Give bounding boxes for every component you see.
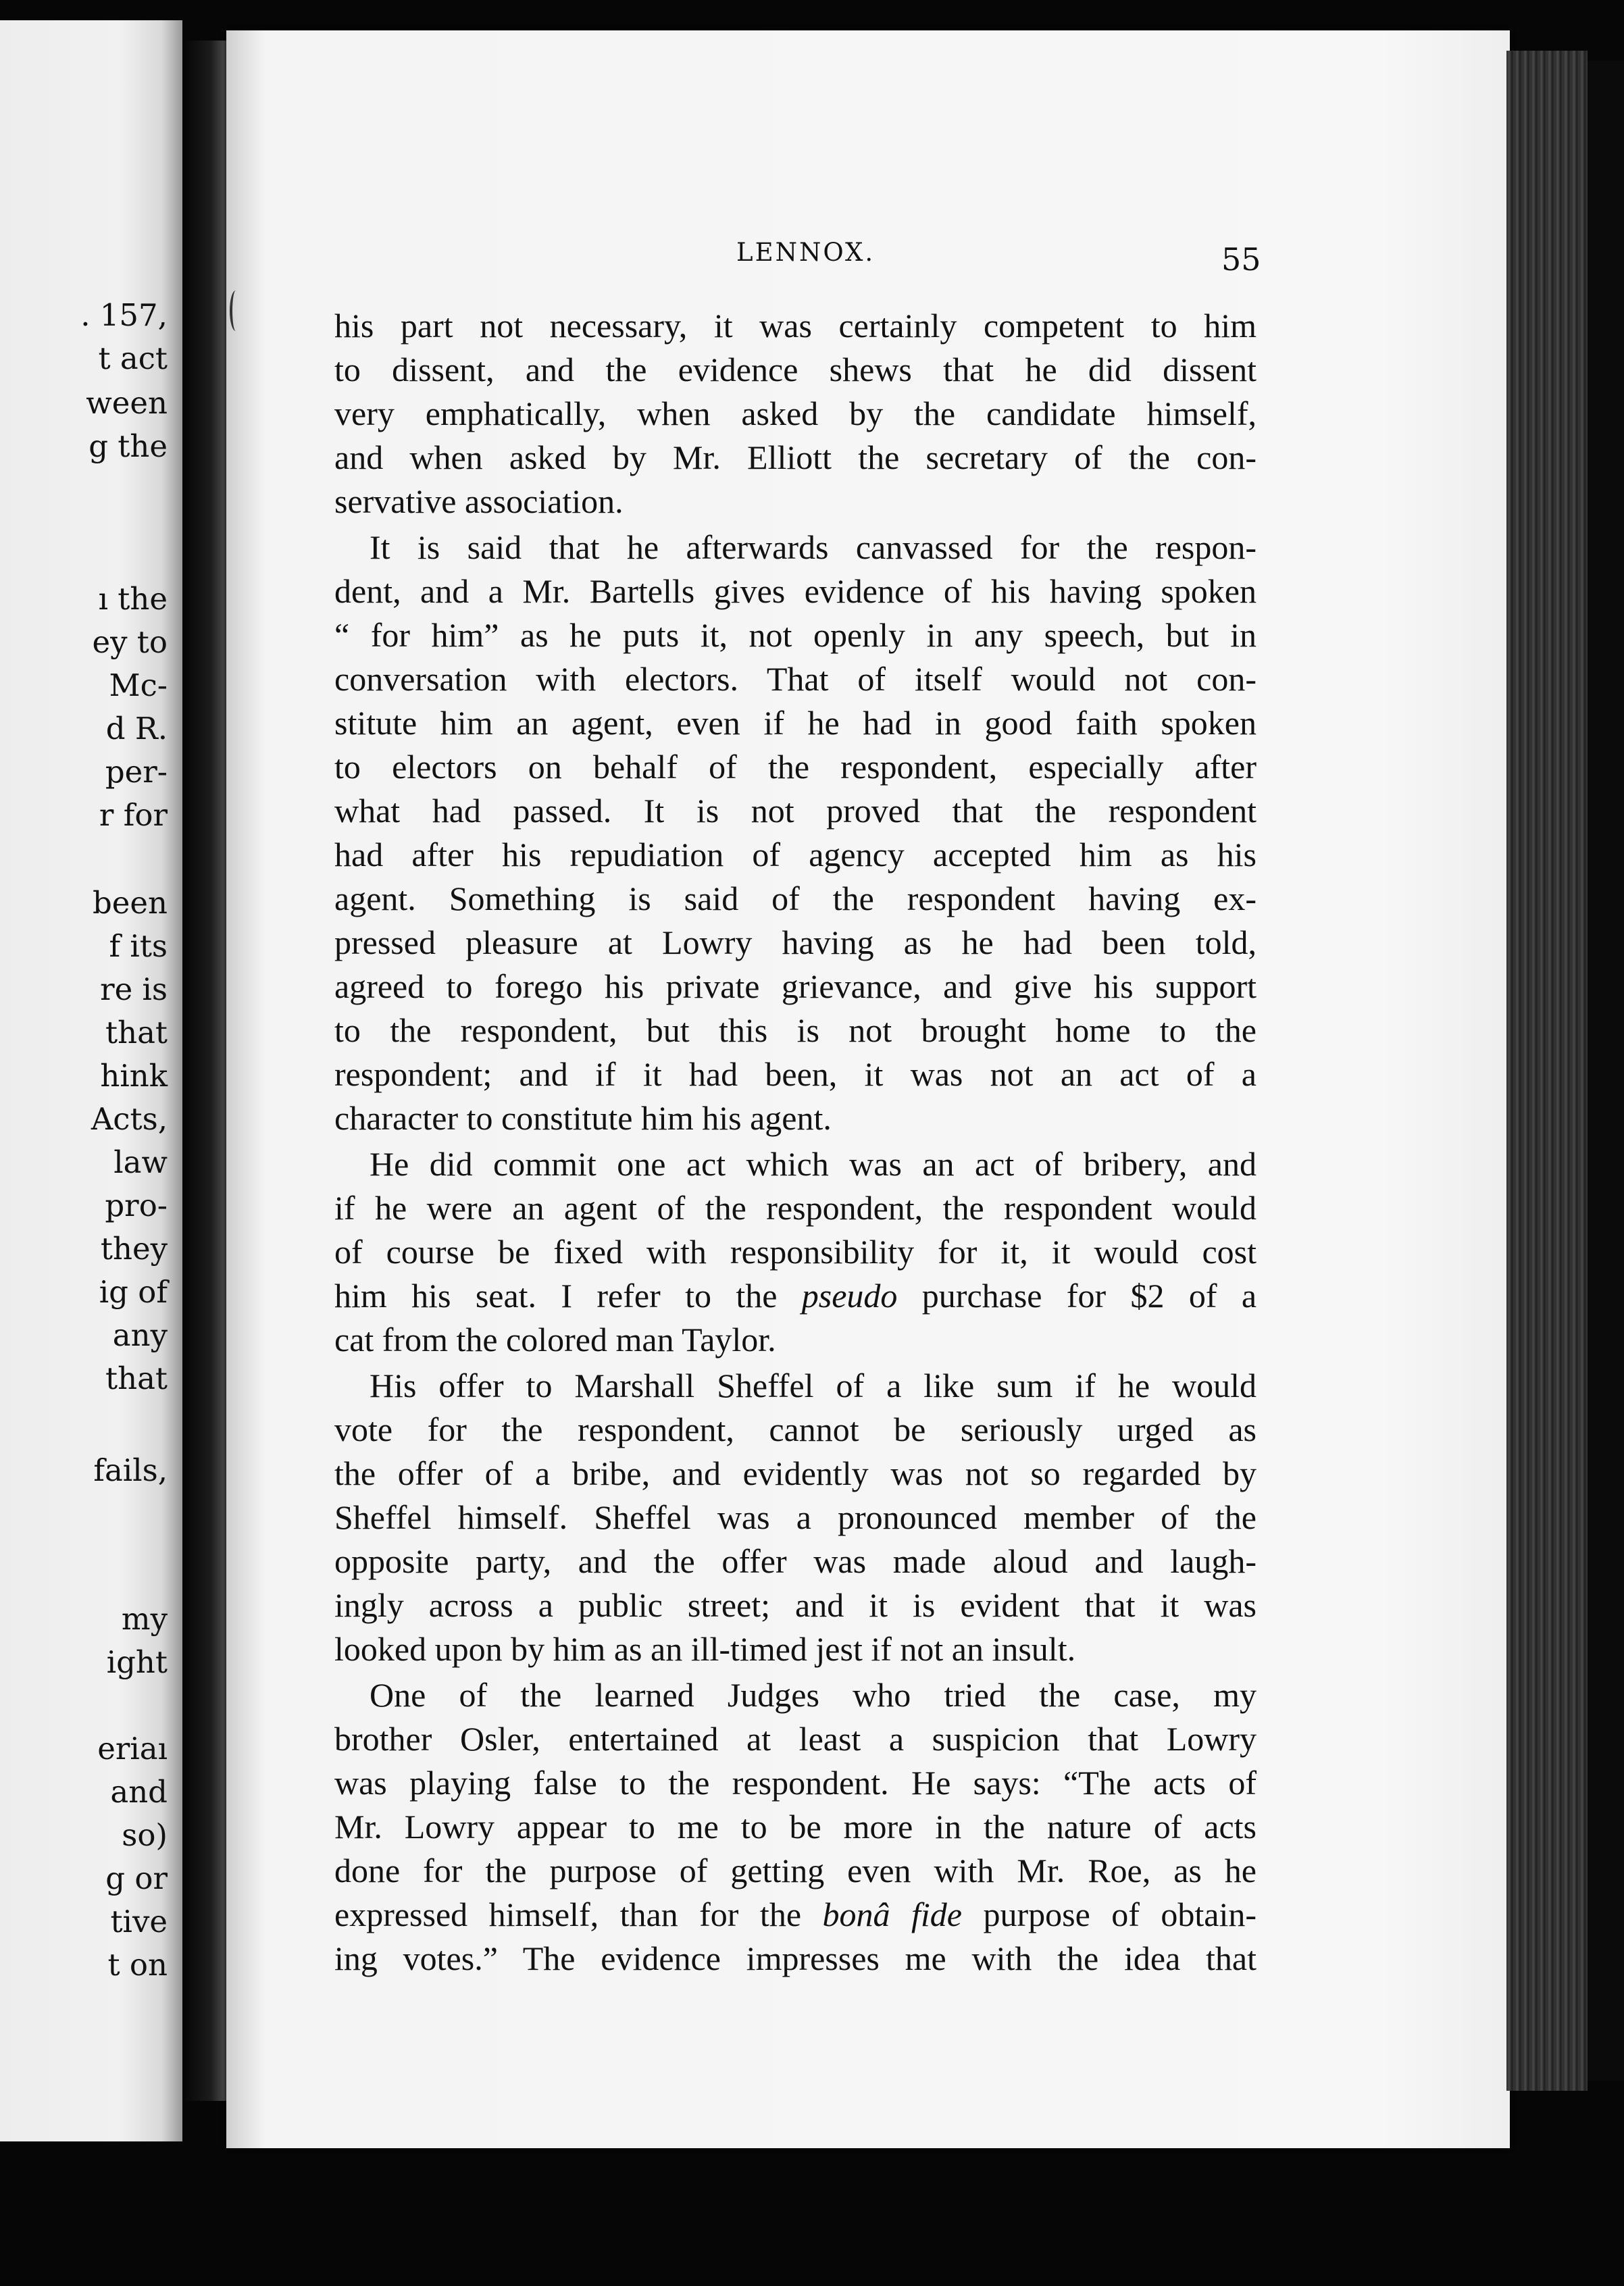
left-fragment: t act (98, 340, 168, 376)
running-head: LENNOX. (736, 238, 876, 267)
page-stack-edges (1506, 51, 1588, 2091)
left-fragment: that (105, 1361, 168, 1396)
text-line: agent. Something is said of the respondent having ex- (334, 880, 1257, 917)
text-line: vote for the respondent, cannot be seriously urged as (334, 1411, 1257, 1448)
paragraph-first-line: He did commit one act which was an act of bribery, and (370, 1145, 1257, 1183)
text-line: opposite party, and the offer was made aloud and laugh- (334, 1542, 1257, 1580)
left-fragment: Acts, (91, 1101, 168, 1137)
text-line: pressed pleasure at Lowry having as he had been told, (334, 923, 1257, 961)
text-line: was playing false to the respondent. He says: “The acts of (334, 1764, 1257, 1802)
text-line: had after his repudiation of agency accepted him as his (334, 836, 1257, 873)
background-edge (1588, 61, 1624, 2081)
left-fragment: t on (107, 1947, 168, 1983)
left-fragment: they (100, 1231, 168, 1267)
paragraph-first-line: His offer to Marshall Sheffel of a like sum if he would (370, 1367, 1257, 1404)
left-fragment: any (112, 1317, 168, 1353)
text-line: ing votes.” The evidence impresses me with the idea that (334, 1939, 1257, 1977)
italic-term: bonâ fide (822, 1896, 962, 1933)
text-line: ingly across a public street; and it is evident that it was (334, 1586, 1257, 1624)
text-line: respondent; and if it had been, it was not an act of a (334, 1055, 1257, 1093)
text-line: the offer of a bribe, and evidently was not so regarded by (334, 1454, 1257, 1492)
text-line-with-italic (334, 1274, 1257, 1317)
text-line: Mr. Lowry appear to me to be more in the nature of acts (334, 1808, 1257, 1846)
text-line: dent, and a Mr. Bartells gives evidence of his having spoken (334, 572, 1257, 610)
text-line: “ for him” as he puts it, not openly in any speech, but in (334, 616, 1257, 654)
paragraph-first-line: One of the learned Judges who tried the case, my (370, 1676, 1257, 1714)
left-fragment: ı the (98, 581, 168, 617)
text-line: what had passed. It is not proved that the respondent (334, 792, 1257, 830)
text-line: stitute him an agent, even if he had in good faith spoken (334, 704, 1257, 742)
text-line: to the respondent, but this is not brought home to the (334, 1011, 1257, 1049)
text-line: done for the purpose of getting even with Mr. Roe, as he (334, 1852, 1257, 1889)
left-fragment: g or (105, 1860, 168, 1896)
left-fragment: g the (88, 428, 168, 464)
text-line: his part not necessary, it was certainly competent to him (334, 307, 1257, 345)
text-run: him his seat. I refer to the (334, 1277, 778, 1315)
text-line: cat from the colored man Taylor. (334, 1321, 776, 1358)
italic-term: pseudo (801, 1277, 898, 1315)
paragraph-first-line: It is said that he afterwards canvassed for the respon- (370, 528, 1257, 566)
left-fragment: eriaı (97, 1731, 168, 1767)
text-line: and when asked by Mr. Elliott the secretary of the con- (334, 438, 1257, 476)
text-line: looked upon by him as an ill-timed jest if not an insult. (334, 1630, 1076, 1668)
text-line: character to constitute him his agent. (334, 1099, 832, 1137)
left-page-edge (0, 20, 182, 2141)
text-line: very emphatically, when asked by the candidate himself, (334, 395, 1257, 432)
left-fragment: tive (110, 1904, 168, 1939)
left-fragment: that (105, 1015, 168, 1050)
text-run: purchase for $2 of a (921, 1277, 1257, 1315)
left-fragment: . 157, (80, 297, 168, 333)
text-line: Sheffel himself. Sheffel was a pronounced member of the (334, 1498, 1257, 1536)
left-fragment: ween (86, 385, 168, 421)
binding-mark (230, 290, 242, 331)
page-number: 55 (1221, 241, 1261, 278)
text-line: conversation with electors. That of itself would not con- (334, 660, 1257, 698)
text-line: of course be fixed with responsibility for it, it would cost (334, 1233, 1257, 1271)
left-fragment: ight (106, 1644, 168, 1680)
left-fragment: pro- (105, 1188, 168, 1223)
left-fragment: f its (109, 928, 168, 964)
left-fragment: per- (105, 754, 168, 790)
left-fragment: r for (99, 797, 168, 833)
left-fragment: law (113, 1144, 168, 1180)
left-fragment: fails, (93, 1452, 168, 1488)
left-fragment: hink (100, 1058, 168, 1094)
text-line: agreed to forego his private grievance, and give his support (334, 967, 1257, 1005)
text-line: servative association. (334, 482, 624, 520)
text-line: to dissent, and the evidence shews that he did dissent (334, 351, 1257, 388)
text-line: brother Osler, entertained at least a suspicion that Lowry (334, 1720, 1257, 1758)
left-fragment: Mc- (109, 667, 168, 703)
left-fragment: and (110, 1774, 168, 1810)
left-fragment: ig of (99, 1274, 168, 1310)
left-fragment: re is (100, 971, 168, 1007)
left-fragment: ey to (92, 624, 168, 660)
text-run: expressed himself, than for the (334, 1896, 802, 1933)
left-fragment: d R. (105, 711, 168, 746)
text-line-with-italic (334, 1893, 1257, 1936)
text-line: if he were an agent of the respondent, the respondent would (334, 1189, 1257, 1227)
left-fragment: my (121, 1601, 168, 1637)
left-fragment: so) (122, 1817, 168, 1853)
text-line: to electors on behalf of the respondent, especially after (334, 748, 1257, 786)
left-fragment: been (92, 885, 168, 921)
text-run: purpose of obtain- (983, 1896, 1257, 1933)
